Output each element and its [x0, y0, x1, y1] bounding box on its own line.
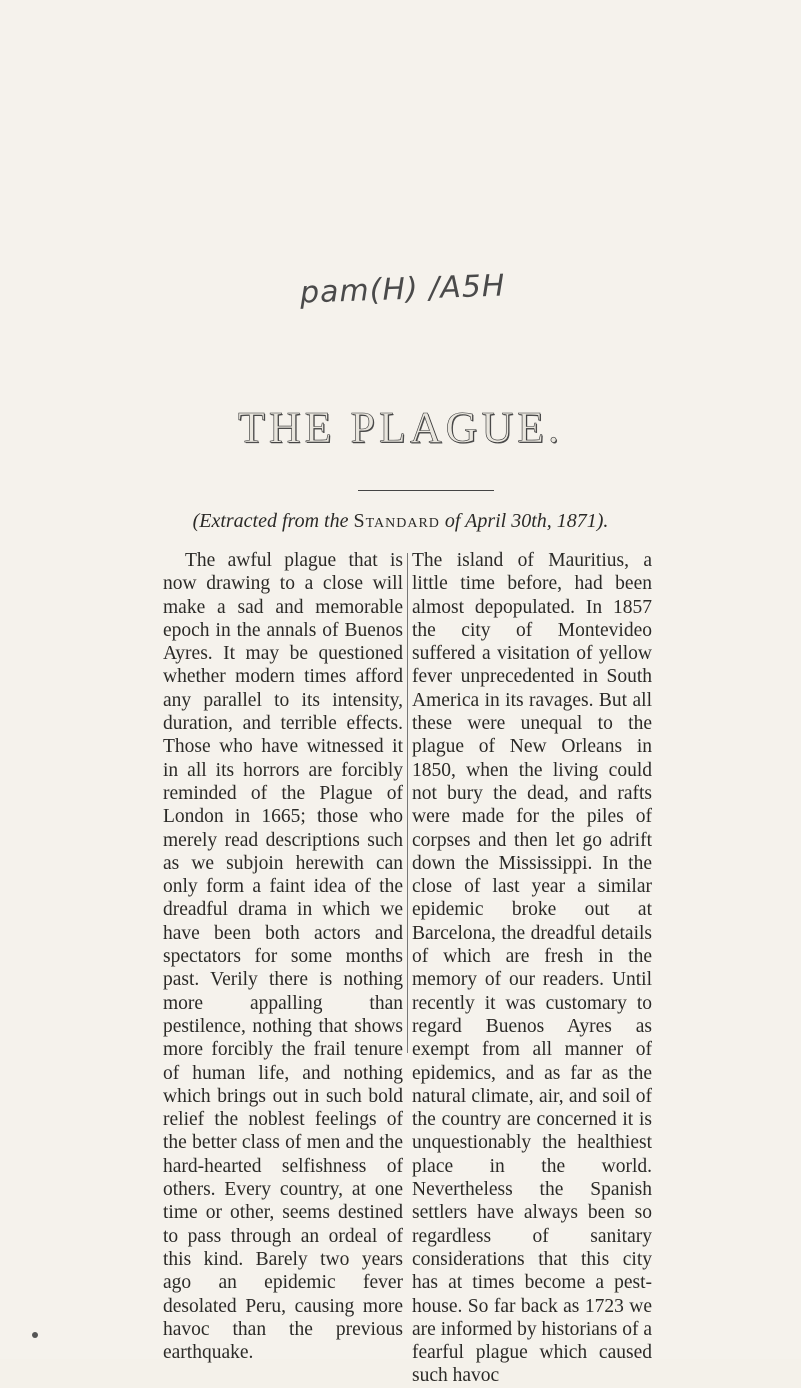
handwritten-annotation: pam(H) /A5H	[299, 268, 506, 311]
source-paper: Standard	[353, 510, 440, 532]
title-rule	[358, 490, 494, 491]
column-right	[412, 549, 652, 1388]
column-right-text: The island of Mauritius, a little time before, had been almost depopulated. In 1857 the city of Montevideo suffered a visitation of yellow fever unprecedented in South America in its ravages. But all these were unequal to the plague of New Orleans in 1850, when the living could not bury the dead, and rafts were made for the piles of corpses and then let go adrift down the Mississippi. In the close of last year a similar epidemic broke out at Barcelona, the dreadful details of which are fresh in the memory of our readers. Until recently it was customary to regard Buenos Ayres as exempt from all manner of epidemics, and as far as the natural climate, air, and soil of the country are concerned it is unquestionably the healthiest place in the world. Nevertheless the Spanish settlers have always been so regardless of sanitary considerations that this city has at times become a pest-house. So far back as 1723 we are informed by historians of a fearful plague which caused such havoc	[412, 550, 652, 1387]
source-suffix: of April 30th, 1871).	[444, 510, 609, 532]
column-divider	[407, 553, 408, 1053]
source-prefix: (Extracted from the	[192, 510, 349, 532]
source-line	[0, 510, 801, 533]
ink-speck	[32, 1332, 38, 1338]
column-left-text: The awful plague that is now drawing to a close will make a sad and memorable epoch in the annals of Buenos Ayres. It may be questioned whether modern times afford any parallel to its intensity, duration, and terrible effects. Those who have witnessed it in all its horrors are forcibly reminded of the Plague of London in 1665; those who merely read descriptions such as we subjoin herewith can only form a faint idea of the dreadful drama in which we have been both actors and spectators for some months past. Verily there is nothing more appalling than pestilence, nothing that shows more forcibly the frail tenure of human life, and nothing which brings out in such bold relief the noblest feelings of the better class of men and the hard-hearted selfishness of others. Every country, at one time or other, seems destined to pass through an ordeal of this kind. Barely two years ago an epidemic fever desolated Peru, causing more havoc than the previous earthquake.	[163, 550, 403, 1364]
page-title: THE PLAGUE.	[237, 403, 564, 452]
column-left	[163, 549, 403, 1364]
